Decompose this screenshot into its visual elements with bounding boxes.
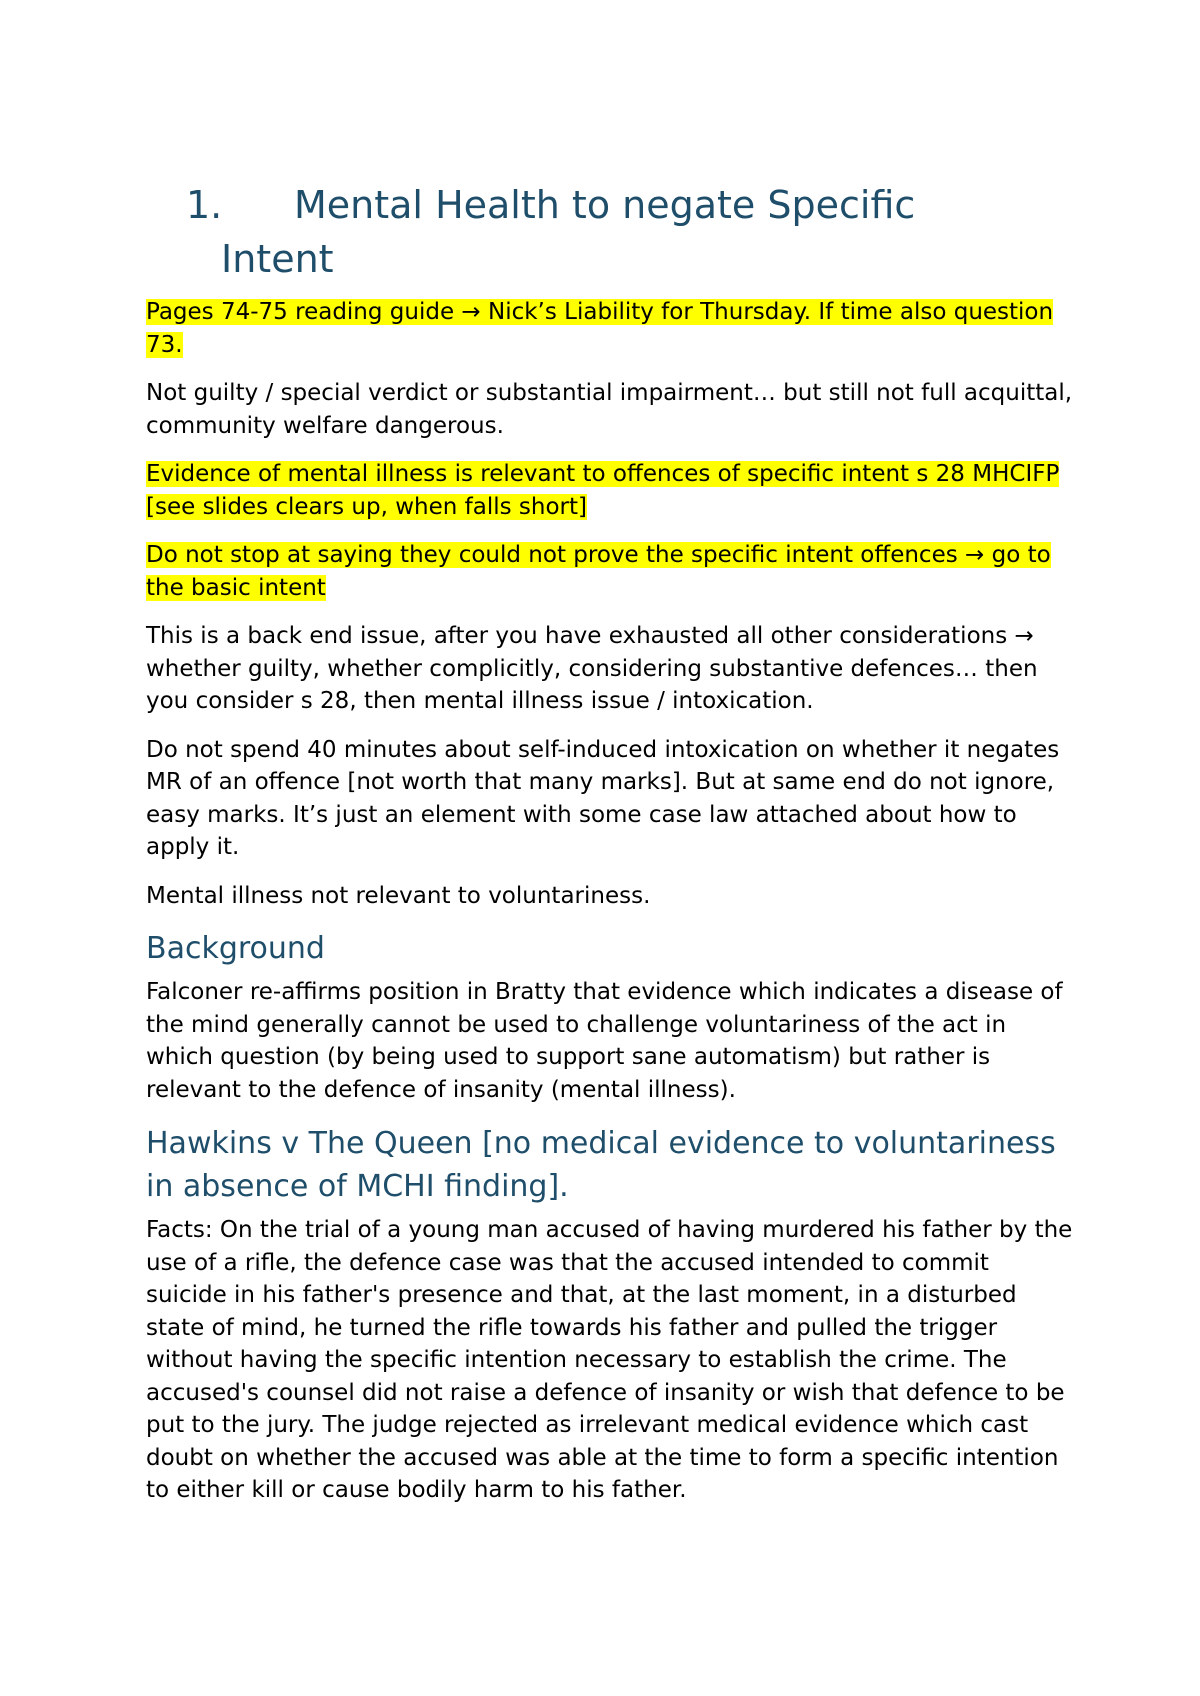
heading-title-line1: Mental Health to negate Specific xyxy=(294,183,916,227)
document-body xyxy=(146,296,1076,1523)
case-facts-paragraph: Facts: On the trial of a young man accused of having murdered his father by the use of a rifle, the defence case was that the accused intended to commit suicide in his father's presence and that, at the last moment, in a disturbed state of mind, he turned the rifle towards his father and pulled the trigger without having the specific intention necessary to establish the crime. The accused's counsel did not raise a defence of insanity or wish that defence to be put to the jury. The judge rejected as irrelevant medical evidence which cast doubt on whether the accused was able at the time to form a specific intention to either kill or cause bodily harm to his father. xyxy=(146,1217,1073,1503)
highlighted-paragraph-evidence: Evidence of mental illness is relevant to offences of specific intent s 28 MHCIFP [see slides clears up, when falls short] xyxy=(146,461,1060,520)
paragraph-voluntariness: Mental illness not relevant to voluntariness. xyxy=(146,882,651,909)
paragraph-not-guilty: Not guilty / special verdict or substantial impairment… but still not full acquittal, community welfare dangerous. xyxy=(146,380,1073,439)
heading-number: 1. xyxy=(186,183,223,227)
page-title xyxy=(186,178,1046,286)
highlighted-paragraph-reading-guide: Pages 74-75 reading guide → Nick’s Liability for Thursday. If time also question 73. xyxy=(146,299,1054,358)
paragraph-back-end-issue: This is a back end issue, after you have exhausted all other considerations → whether guilty, whether complicitly, considering substantive defences… then you consider s 28, then mental illness issue / intoxication. xyxy=(146,623,1038,714)
highlighted-paragraph-do-not-stop: Do not stop at saying they could not prove the specific intent offences → go to the basic intent xyxy=(146,542,1051,601)
background-paragraph: Falconer re-affirms position in Bratty that evidence which indicates a disease of the mind generally cannot be used to challenge voluntariness of the act in which question (by being used to support sane automatism) but rather is relevant to the defence of insanity (mental illness). xyxy=(146,979,1063,1103)
heading-title-line2: Intent xyxy=(221,237,334,281)
background-heading: Background xyxy=(146,931,325,966)
case-heading: Hawkins v The Queen [no medical evidence to voluntariness in absence of MCHI finding]. xyxy=(146,1126,1056,1204)
paragraph-intoxication: Do not spend 40 minutes about self-induced intoxication on whether it negates MR of an offence [not worth that many marks]. But at same end do not ignore, easy marks. It’s just an element with some case law attached about how to apply it. xyxy=(146,736,1060,860)
